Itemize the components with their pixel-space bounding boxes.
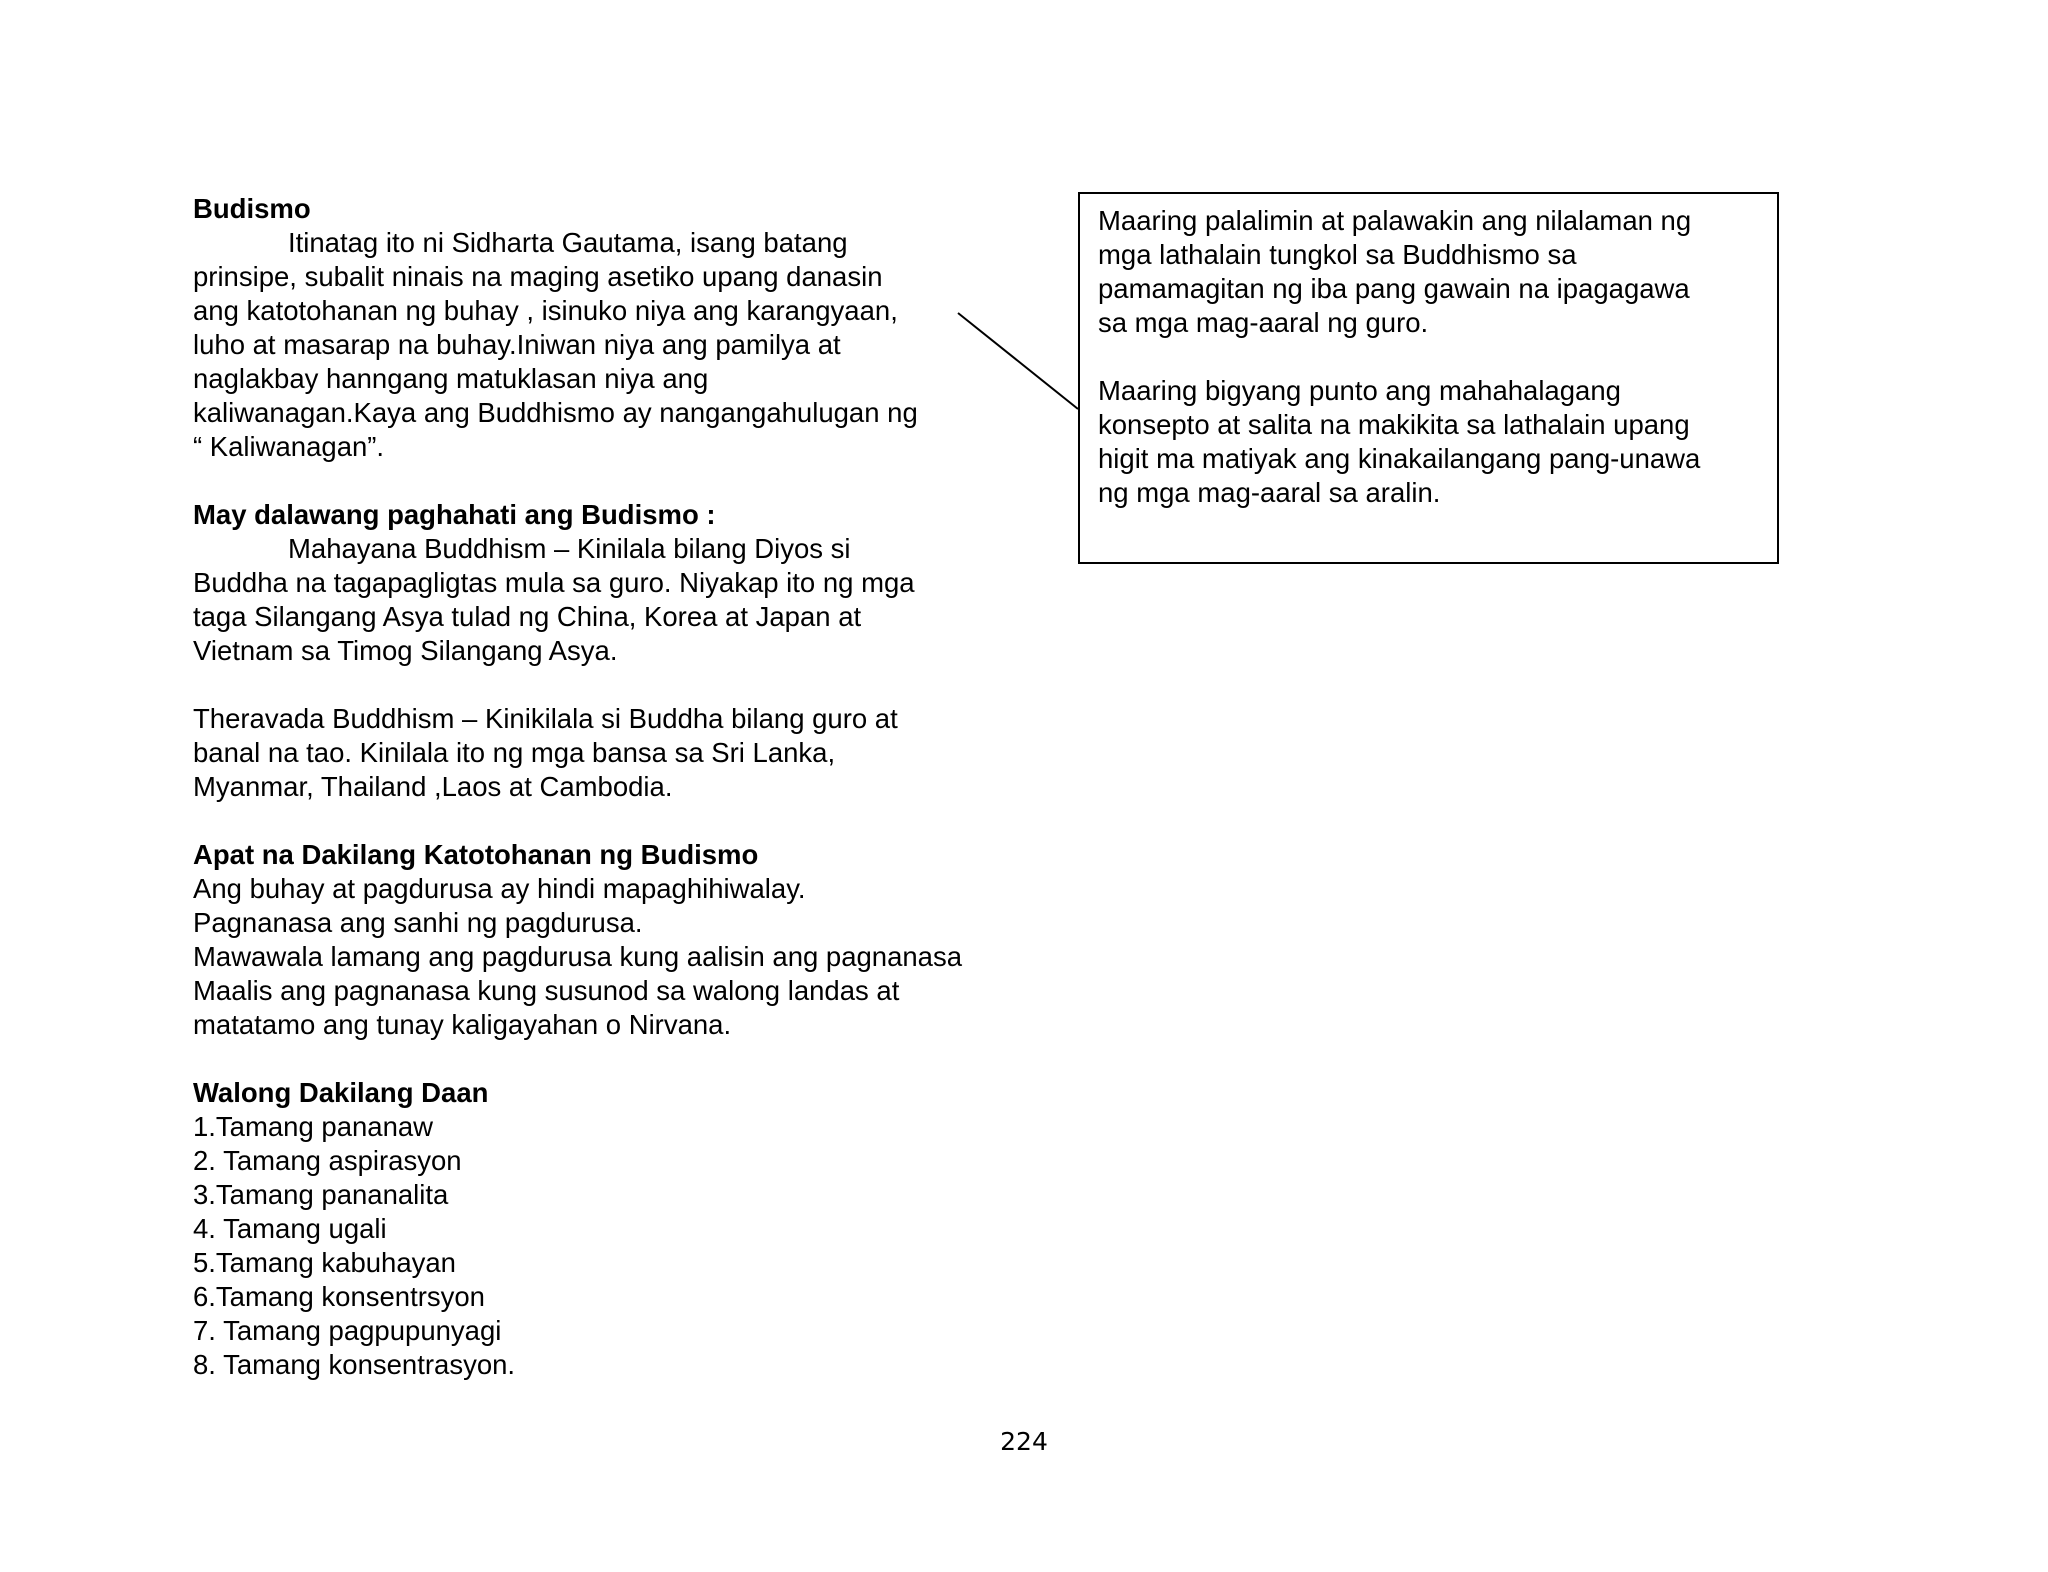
katotohanan-line: Maalis ang pagnanasa kung susunod sa walong landas at <box>193 975 900 1006</box>
heading-budismo: Budismo <box>193 193 311 224</box>
note-line: ng mga mag-aaral sa aralin. <box>1098 477 1441 508</box>
budismo-line: luho at masarap na buhay.Iniwan niya ang pamilya at <box>193 329 841 360</box>
note-line: pamamagitan ng iba pang gawain na ipagagawa <box>1098 273 1690 304</box>
note-line: higit ma matiyak ang kinakailangang pang-unawa <box>1098 443 1701 474</box>
budismo-line: kaliwanagan.Kaya ang Buddhismo ay nangangahulugan ng <box>193 397 918 428</box>
note-line: Maaring palalimin at palawakin ang nilalaman ng <box>1098 205 1692 236</box>
page-number: 224 <box>1000 1427 1048 1456</box>
spacer <box>193 804 1053 838</box>
daan-item: 6.Tamang konsentrsyon <box>193 1281 485 1312</box>
daan-item: 7. Tamang pagpupunyagi <box>193 1315 502 1346</box>
katotohanan-line: Pagnanasa ang sanhi ng pagdurusa. <box>193 907 643 938</box>
note-line: konsepto at salita na makikita sa lathalain upang <box>1098 409 1690 440</box>
teacher-note-box <box>1078 192 1779 564</box>
katotohanan-line: Mawawala lamang ang pagdurusa kung aalisin ang pagnanasa <box>193 941 963 972</box>
note-line: sa mga mag-aaral ng guro. <box>1098 307 1429 338</box>
daan-item: 1.Tamang pananaw <box>193 1111 434 1142</box>
daan-item: 4. Tamang ugali <box>193 1213 387 1244</box>
daan-item: 3.Tamang pananalita <box>193 1179 449 1210</box>
note-line: mga lathalain tungkol sa Buddhismo sa <box>1098 239 1577 270</box>
mahayana-line: taga Silangang Asya tulad ng China, Korea at Japan at <box>193 601 862 632</box>
theravada-line: Theravada Buddhism – Kinikilala si Buddha bilang guro at <box>193 703 898 734</box>
mahayana-line: Buddha na tagapagligtas mula sa guro. Niyakap ito ng mga <box>193 567 915 598</box>
spacer <box>193 668 1053 702</box>
mahayana-line: Vietnam sa Timog Silangang Asya. <box>193 635 618 666</box>
mahayana-line: Mahayana Buddhism – Kinilala bilang Diyos si <box>288 533 851 564</box>
budismo-line: naglakbay hanngang matuklasan niya ang <box>193 363 709 394</box>
katotohanan-line: matatamo ang tunay kaligayahan o Nirvana. <box>193 1009 732 1040</box>
theravada-line: banal na tao. Kinilala ito ng mga bansa sa Sri Lanka, <box>193 737 836 768</box>
main-text-column <box>193 192 1053 1382</box>
budismo-line: “ Kaliwanagan”. <box>193 431 385 462</box>
note-line: Maaring bigyang punto ang mahahalagang <box>1098 375 1621 406</box>
spacer <box>193 464 1053 498</box>
heading-daan: Walong Dakilang Daan <box>193 1077 489 1108</box>
daan-item: 8. Tamang konsentrasyon. <box>193 1349 516 1380</box>
theravada-line: Myanmar, Thailand ,Laos at Cambodia. <box>193 771 673 802</box>
spacer <box>1098 340 1759 374</box>
katotohanan-line: Ang buhay at pagdurusa ay hindi mapaghihiwalay. <box>193 873 806 904</box>
budismo-line: Itinatag ito ni Sidharta Gautama, isang batang <box>288 227 848 258</box>
heading-katotohanan: Apat na Dakilang Katotohanan ng Budismo <box>193 839 759 870</box>
budismo-line: ang katotohanan ng buhay , isinuko niya ang karangyaan, <box>193 295 898 326</box>
heading-paghahati: May dalawang paghahati ang Budismo : <box>193 499 716 530</box>
spacer <box>193 1042 1053 1076</box>
daan-item: 2. Tamang aspirasyon <box>193 1145 462 1176</box>
daan-item: 5.Tamang kabuhayan <box>193 1247 456 1278</box>
budismo-line: prinsipe, subalit ninais na maging asetiko upang danasin <box>193 261 883 292</box>
